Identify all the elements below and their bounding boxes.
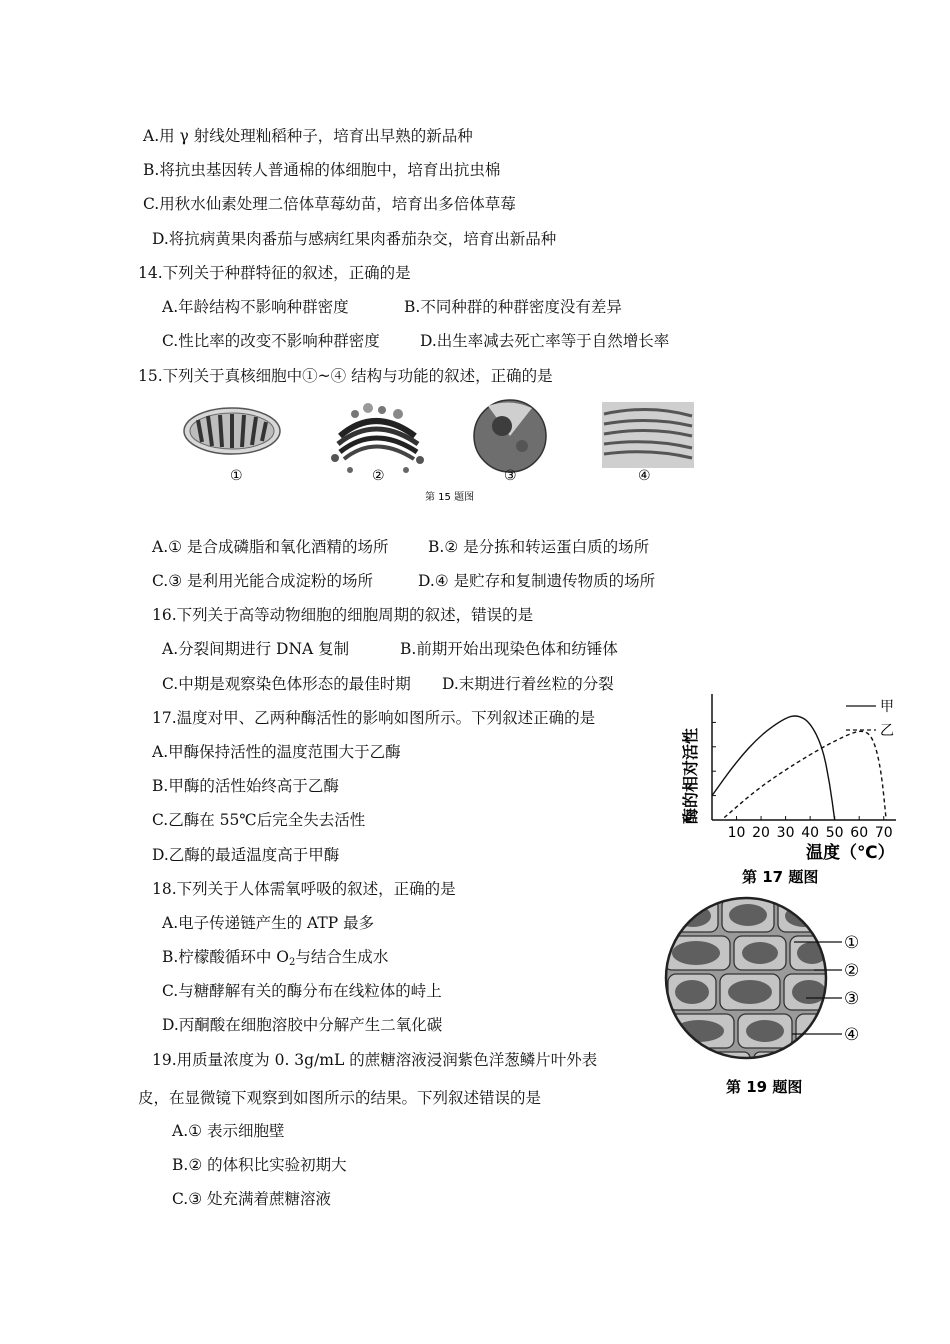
q18-option-b-subscript: 2 [288, 957, 296, 968]
series-line-yi [724, 731, 886, 820]
q15-stem: 15.下列关于真核细胞中①~④ 结构与功能的叙述，正确的是 [138, 367, 553, 385]
x-tick-label: 50 [825, 825, 844, 841]
golgi-illustration [331, 403, 424, 473]
legend-label-jia: 甲 [880, 699, 894, 715]
q19-stem-line2: 皮，在显微镜下观察到如图所示的结果。下列叙述错误的是 [138, 1089, 542, 1107]
q16-option-b: B.前期开始出现染色体和纺锤体 [400, 640, 618, 658]
q17-option-c: C.乙酶在 55℃后完全失去活性 [152, 811, 366, 829]
q18-option-d: D.丙酮酸在细胞溶胶中分解产生二氧化碳 [162, 1016, 443, 1034]
q19-label-2: ② [844, 961, 860, 981]
q13-option-b: B.将抗虫基因转人普通棉的体细胞中，培育出抗虫棉 [143, 161, 501, 179]
q19-label-3: ③ [844, 989, 860, 1009]
chloroplast-illustration [602, 402, 694, 468]
nucleus-illustration [474, 400, 546, 472]
q19-figure [664, 896, 874, 1100]
q15-option-b: B.② 是分拣和转运蛋白质的场所 [428, 538, 650, 556]
q14-stem: 14.下列关于种群特征的叙述，正确的是 [138, 264, 411, 282]
legend-label-yi: 乙 [880, 723, 894, 739]
x-tick-label: 20 [752, 825, 770, 841]
q15-option-c: C.③ 是利用光能合成淀粉的场所 [152, 572, 374, 590]
q19-label-1: ① [844, 933, 860, 953]
q14-option-b: B.不同种群的种群密度没有差异 [404, 298, 622, 316]
q13-option-d: D.将抗病黄果肉番茄与感病红果肉番茄杂交，培育出新品种 [152, 230, 557, 248]
q13-option-c: C.用秋水仙素处理二倍体草莓幼苗，培育出多倍体草莓 [143, 195, 516, 213]
chart-xlabel: 温度（℃） [806, 843, 895, 863]
q17-option-d: D.乙酶的最适温度高于甲酶 [152, 846, 340, 864]
q14-option-d: D.出生率减去死亡率等于自然增长率 [420, 332, 670, 350]
q16-option-d: D.末期进行着丝粒的分裂 [442, 675, 614, 693]
q17-chart [676, 688, 916, 884]
q18-option-a: A.电子传递链产生的 ATP 最多 [162, 914, 375, 932]
mitochondrion-illustration [184, 408, 280, 454]
q19-caption: 第 19 题图 [726, 1078, 803, 1096]
q17-caption: 第 17 题图 [742, 868, 819, 884]
q19-option-c: C.③ 处充满着蔗糖溶液 [172, 1190, 332, 1208]
x-tick-label: 70 [874, 825, 893, 841]
x-tick-label: 40 [801, 825, 820, 841]
q14-option-a: A.年龄结构不影响种群密度 [162, 298, 349, 316]
q18-option-b [162, 947, 388, 973]
series-line-jia [712, 716, 835, 820]
q17-option-a: A.甲酶保持活性的温度范围大于乙酶 [152, 743, 401, 761]
q15-caption: 第 15 题图 [425, 492, 475, 503]
q19-label-4: ④ [844, 1025, 860, 1045]
q14-option-c: C.性比率的改变不影响种群密度 [162, 332, 380, 350]
q17-option-b: B.甲酶的活性始终高于乙酶 [152, 777, 339, 795]
q19-option-a: A.① 表示细胞壁 [172, 1122, 285, 1140]
q15-option-a: A.① 是合成磷脂和氧化酒精的场所 [152, 538, 389, 556]
q17-stem: 17.温度对甲、乙两种酶活性的影响如图所示。下列叙述正确的是 [152, 709, 596, 727]
q15-label-4: ④ [638, 468, 651, 484]
q15-figure [170, 396, 700, 508]
x-tick-label: 30 [776, 825, 795, 841]
q19-option-b: B.② 的体积比实验初期大 [172, 1156, 347, 1174]
q16-stem: 16.下列关于高等动物细胞的细胞周期的叙述，错误的是 [152, 606, 534, 624]
q16-option-a: A.分裂间期进行 DNA 复制 [162, 640, 350, 658]
q13-option-a: A.用 γ 射线处理籼稻种子，培育出早熟的新品种 [143, 127, 473, 145]
x-tick-label: 10 [727, 825, 746, 841]
q18-option-b-post: 与结合生成水 [295, 948, 389, 966]
q18-stem: 18.下列关于人体需氧呼吸的叙述，正确的是 [152, 880, 456, 898]
q15-label-3: ③ [504, 468, 517, 484]
q18-option-b-pre: B.柠檬酸循环中 O [162, 948, 289, 966]
q19-stem-line1: 19.用质量浓度为 0. 3g/mL 的蔗糖溶液浸润紫色洋葱鳞片叶外表 [152, 1051, 598, 1069]
chart-ylabel: 酶的相对活性 [681, 727, 700, 824]
x-tick-label: 60 [850, 825, 869, 841]
q16-option-c: C.中期是观察染色体形态的最佳时期 [162, 675, 411, 693]
q18-option-c: C.与糖酵解有关的酶分布在线粒体的峙上 [162, 982, 442, 1000]
q15-label-1: ① [230, 468, 243, 484]
q15-label-2: ② [372, 468, 385, 484]
q15-option-d: D.④ 是贮存和复制遗传物质的场所 [418, 572, 656, 590]
